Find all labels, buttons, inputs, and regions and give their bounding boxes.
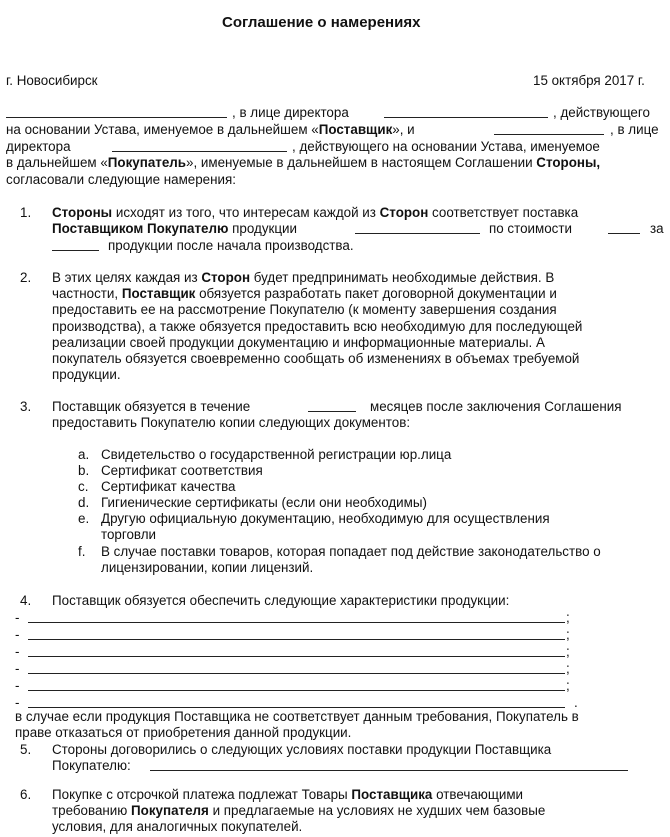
point-text: Стороны договорились о следующих условиях поставки продукции Поставщика (52, 742, 552, 757)
document-title: Соглашение о намерениях (222, 14, 421, 31)
list-marker: c. (78, 479, 89, 494)
list-marker: e. (78, 511, 90, 526)
intro-text: , действующего на основании Устава, именуемое (292, 139, 600, 154)
point-text: месяцев после заключения Соглашения (370, 399, 622, 414)
point-text: предоставить ее на рассмотрение Покупателю (к моменту завершения создания (52, 302, 557, 317)
blank-field (355, 221, 480, 234)
point-text: продукции после начала производства. (108, 238, 354, 253)
point-text: Покупателю: (52, 758, 131, 773)
punctuation: ; (566, 678, 570, 693)
point-text: Поставщик обязуется в течение (52, 399, 251, 414)
point-2-line-1: В этих целях каждая из Сторон будет предпринимать необходимые действия. В (52, 270, 555, 285)
point-text: в случае если продукция Поставщика не соответствует данным требования, Покупатель в (15, 709, 579, 724)
point-1-line-1: Стороны исходят из того, что интересам каждой из Сторон соответствует поставка (52, 205, 579, 220)
point-text: за (650, 221, 664, 236)
punctuation: ; (566, 627, 570, 642)
blank-field (608, 221, 640, 234)
blank-field (494, 122, 604, 135)
point-number: 6. (20, 787, 32, 802)
blank-field (112, 139, 287, 152)
date: 15 октября 2017 г. (533, 73, 645, 88)
list-marker: d. (78, 495, 90, 510)
dash-marker: - (15, 678, 20, 693)
intro-text: , в лице директора (232, 105, 349, 120)
blank-field (28, 627, 565, 640)
point-number: 3. (20, 399, 32, 414)
city: г. Новосибирск (6, 73, 98, 88)
list-marker: a. (78, 447, 90, 462)
punctuation: ; (566, 610, 570, 625)
dash-marker: - (15, 695, 20, 710)
list-item: Свидетельство о государственной регистрации юр.лица (101, 447, 452, 462)
list-marker: f. (78, 544, 86, 559)
list-item: лицензировании, копии лицензий. (101, 560, 314, 575)
point-text: по стоимости (489, 221, 572, 236)
punctuation: . (574, 695, 578, 710)
punctuation: ; (566, 661, 570, 676)
list-item: В случае поставки товаров, которая попадает под действие законодательство о (101, 544, 601, 559)
point-6-line-2: требованию Покупателя и предлагаемые на условиях не худших чем базовые (52, 803, 546, 818)
list-item: торговли (101, 527, 157, 542)
point-text: предоставить Покупателю копии следующих документов: (52, 415, 411, 430)
point-text: продукции. (52, 367, 121, 382)
intro-text: директора (6, 139, 71, 154)
point-6-line-1: Покупке с отсрочкой платежа подлежат Товары Поставщика отвечающими (52, 787, 524, 802)
intro-line-2: на основании Устава, именуемое в дальнейшем «Поставщик», и (6, 122, 415, 137)
point-text: Поставщик обязуется обеспечить следующие характеристики продукции: (52, 593, 510, 608)
list-item: Сертификат соответствия (101, 463, 263, 478)
blank-field (28, 661, 565, 674)
intro-text: , действующего (553, 105, 650, 120)
intro-text: , в лице (610, 122, 659, 137)
blank-field (150, 758, 628, 771)
list-item: Сертификат качества (101, 479, 236, 494)
point-text: реализации своей продукции документацию и информационные материалы. А (52, 335, 545, 350)
point-number: 2. (20, 270, 32, 285)
list-marker: b. (78, 463, 90, 478)
dash-marker: - (15, 610, 20, 625)
list-item: Гигиенические сертификаты (если они необходимы) (101, 495, 427, 510)
point-2-line-2: частности, Поставщик обязуется разработать пакет договорной документации и (52, 286, 557, 301)
blank-field (384, 105, 548, 118)
intro-text: согласовали следующие намерения: (6, 172, 236, 187)
point-text: праве отказаться от приобретения данной продукции. (15, 725, 352, 740)
point-number: 4. (20, 593, 32, 608)
point-number: 1. (20, 205, 32, 220)
blank-field (28, 695, 565, 708)
intro-line-4: в дальнейшем «Покупатель», именуемые в дальнейшем в настоящем Соглашении Стороны, (6, 155, 601, 170)
list-item: Другую официальную документацию, необходимую для осуществления (101, 511, 550, 526)
blank-field (308, 399, 356, 412)
point-1-line-2: Поставщиком Покупателю продукции (52, 221, 298, 236)
blank-field (28, 678, 565, 691)
blank-field (28, 644, 565, 657)
point-text: условия, для аналогичных покупателей. (52, 819, 303, 834)
point-text: производства), а также обязуется предоставить всю необходимую для последующей (52, 319, 583, 334)
point-number: 5. (20, 742, 32, 757)
blank-field (52, 238, 99, 251)
dash-marker: - (15, 627, 20, 642)
dash-marker: - (15, 661, 20, 676)
blank-field (6, 105, 227, 118)
blank-field (28, 610, 565, 623)
point-text: покупатель обязуется своевременно сообщать об изменениях в объемах требуемой (52, 351, 580, 366)
dash-marker: - (15, 644, 20, 659)
punctuation: ; (566, 644, 570, 659)
